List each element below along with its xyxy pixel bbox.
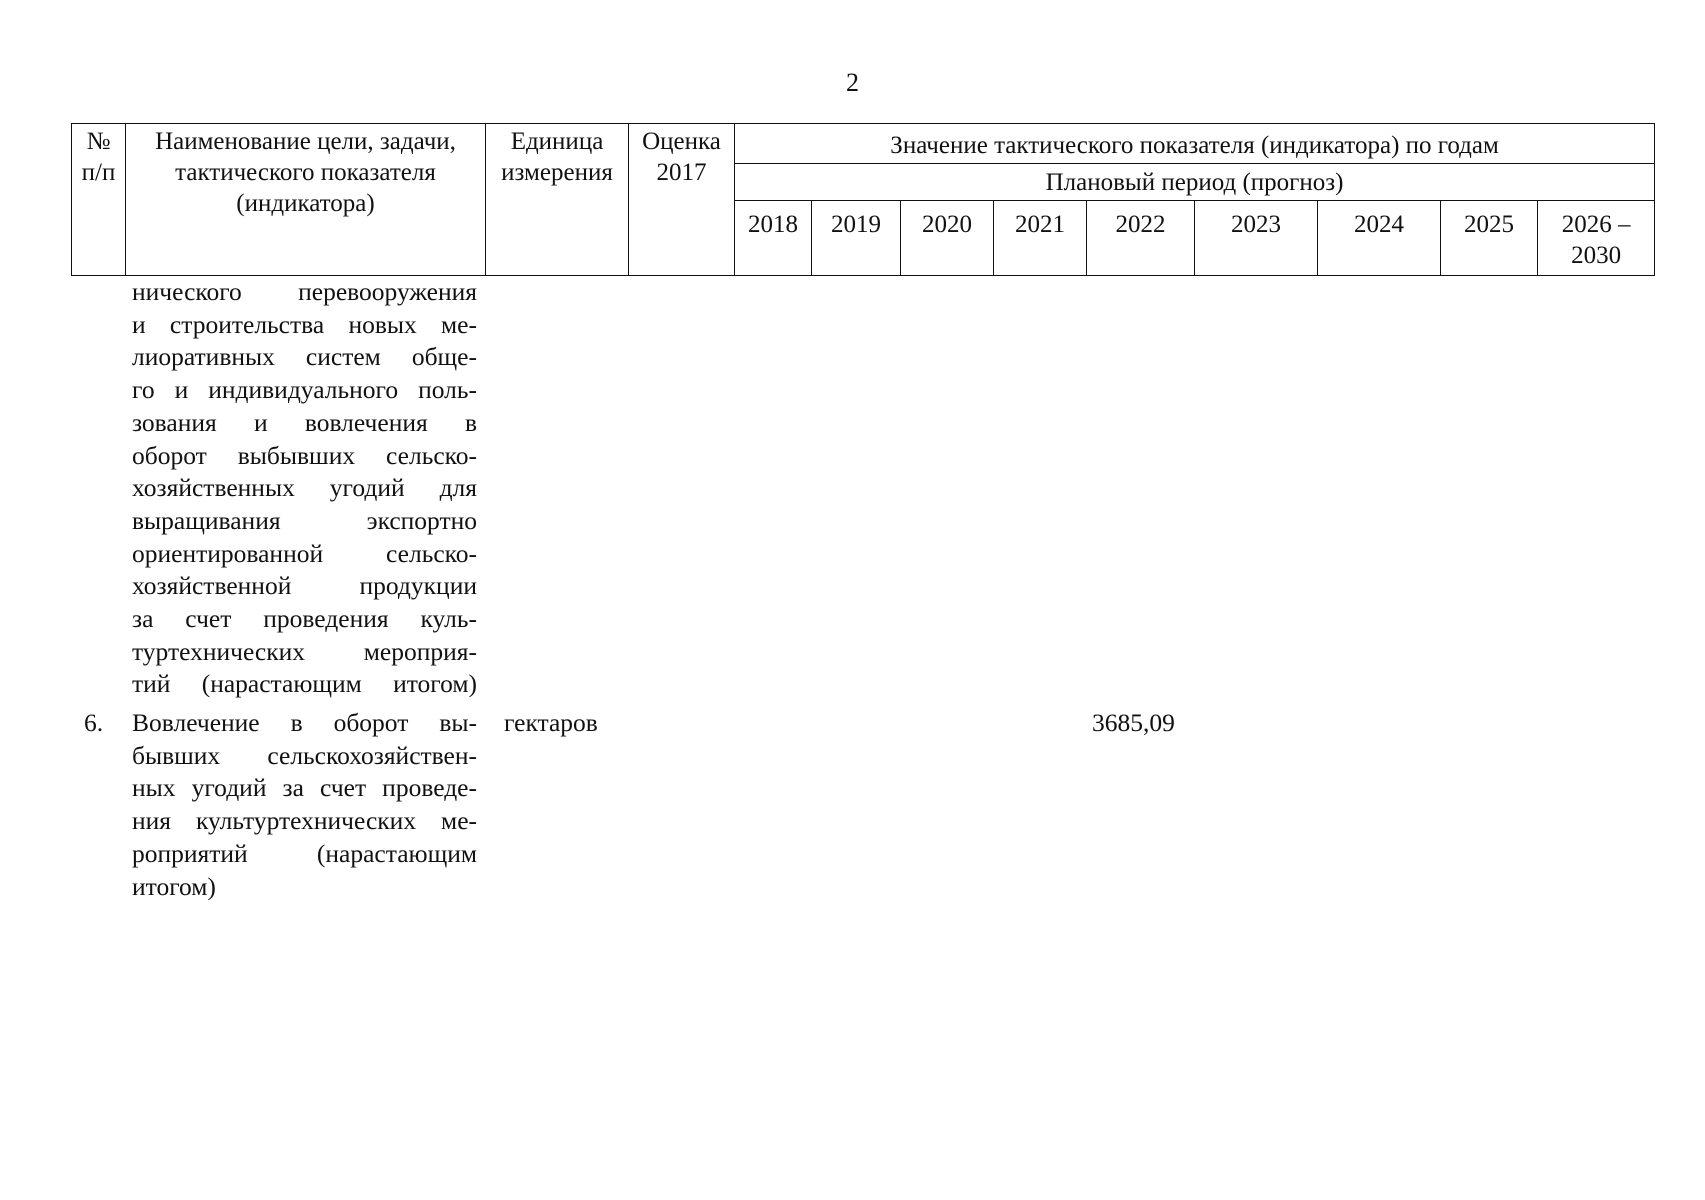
continuation-line: лиоративных систем обще-	[132, 342, 477, 372]
continuation-line: тий (нарастающим итогом)	[132, 669, 477, 699]
continuation-line: туртехнических мероприя-	[132, 636, 477, 666]
continuation-line: оборот выбывших сельско-	[132, 440, 477, 470]
continuation-line: и строительства новых ме-	[132, 309, 477, 339]
continuation-line: нического перевооружения	[132, 277, 477, 306]
row-number: 6.	[84, 708, 104, 737]
indicator-name-line: роприятий (нарастающим	[132, 838, 477, 868]
continuation-line: хозяйственных угодий для	[132, 473, 477, 503]
page-number: 2	[846, 68, 859, 97]
previous-row-continuation	[132, 276, 477, 701]
continuation-line: выращивания экспортно	[132, 505, 477, 535]
indicator-table-header	[71, 123, 1655, 276]
year-header-2022: 2022	[1087, 201, 1195, 276]
year-header-2020: 2020	[901, 201, 994, 276]
planned-period-header: Плановый период (прогноз)	[735, 164, 1655, 201]
continuation-line: хозяйственной продукции	[132, 571, 477, 601]
year-header-2025: 2025	[1441, 201, 1538, 276]
indicator-name-line: Вовлечение в оборот вы-	[132, 708, 477, 737]
indicator-name-line: ных угодий за счет проведе-	[132, 773, 477, 803]
continuation-line: го и индивидуального поль-	[132, 375, 477, 405]
col-estimate-header: Оценка 2017	[629, 124, 735, 276]
year-header-2021: 2021	[994, 201, 1087, 276]
year-header-2026-2030: 2026 – 2030	[1538, 201, 1655, 276]
indicator-name-line: итогом)	[132, 871, 216, 901]
col-name-header: Наименование цели, задачи, тактического показателя (индикатора)	[126, 124, 486, 276]
year-header-2018: 2018	[735, 201, 812, 276]
row-value-2022: 3685,09	[1092, 708, 1175, 737]
indicator-name-line: ния культуртехнических ме-	[132, 806, 477, 836]
continuation-line: за счет проведения куль-	[132, 604, 477, 634]
continuation-line: ориентированной сельско-	[132, 538, 477, 568]
col-unit-header: Единица измерения	[486, 124, 629, 276]
years-group-header: Значение тактического показателя (индикатора) по годам	[735, 124, 1655, 164]
row-unit: гектаров	[504, 708, 598, 737]
col-number-header: № п/п	[72, 124, 126, 276]
year-header-2019: 2019	[812, 201, 901, 276]
row-indicator-name	[132, 707, 477, 903]
continuation-line: зования и вовлечения в	[132, 407, 477, 437]
year-header-2024: 2024	[1318, 201, 1441, 276]
indicator-name-line: бывших сельскохозяйствен-	[132, 740, 477, 770]
year-header-2023: 2023	[1195, 201, 1318, 276]
